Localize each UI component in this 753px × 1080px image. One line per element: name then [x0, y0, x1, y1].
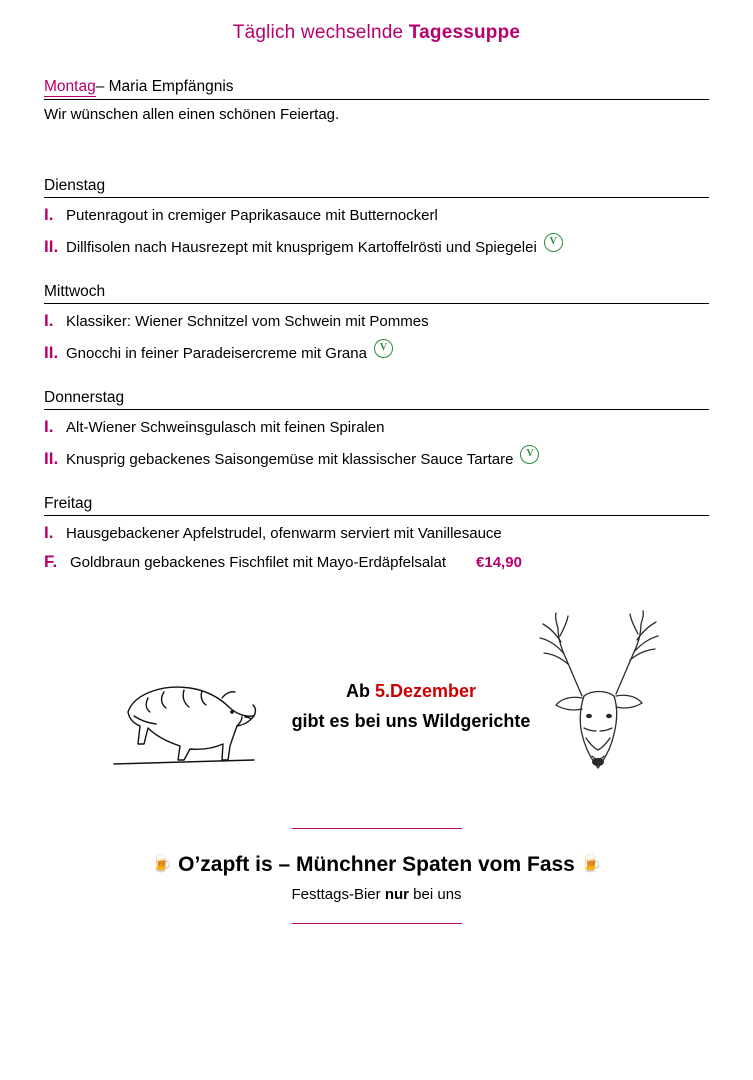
spacer — [44, 131, 709, 177]
day-name: Dienstag — [44, 177, 106, 194]
dish-row — [44, 522, 709, 545]
dish-row — [44, 310, 709, 333]
deer-head-icon — [534, 610, 664, 785]
spacer — [44, 477, 709, 495]
dish-number: II. — [44, 342, 59, 362]
day-name: Freitag — [44, 494, 93, 512]
dish-row — [44, 339, 709, 365]
day-block-dienstag — [44, 177, 709, 259]
promo-text — [276, 676, 546, 737]
dish-row — [44, 551, 709, 574]
vegetarian-icon — [374, 339, 393, 358]
day-suffix: – Maria Empfängnis — [95, 78, 234, 95]
day-block-freitag — [44, 495, 709, 574]
promo-section — [44, 620, 709, 810]
dish-row — [44, 416, 709, 439]
vegetarian-icon — [544, 233, 563, 252]
promo-line-1 — [276, 676, 546, 707]
spacer — [44, 371, 709, 389]
day-note: Wir wünschen allen einen schönen Feiertag. — [44, 106, 340, 123]
dish-number: I. — [44, 416, 54, 436]
dish-number: I. — [44, 205, 54, 224]
footer-section — [44, 828, 709, 924]
day-heading — [44, 177, 709, 198]
footer-subline — [44, 886, 709, 903]
dish-text: Gnocchi in feiner Paradeisercreme mit Grana — [66, 344, 367, 362]
footer-headline-text: O’zapft is – Münchner Spaten vom Fass — [178, 852, 575, 876]
day-block-mittwoch — [44, 283, 709, 365]
day-name: Mittwoch — [44, 282, 106, 300]
day-heading — [44, 389, 709, 410]
dish-text: Hausgebackener Apfelstrudel, ofenwarm serviert mit Vanillesauce — [66, 524, 502, 542]
dish-row — [44, 445, 709, 471]
divider-top — [292, 828, 462, 829]
dish-row — [44, 233, 709, 259]
page-title-prefix: Täglich wechselnde — [232, 22, 409, 43]
dish-row — [44, 204, 709, 227]
footer-headline — [44, 851, 709, 878]
spacer — [44, 265, 709, 283]
day-heading — [44, 283, 709, 304]
footer-sub-bold: nur — [384, 885, 409, 903]
dish-number: II. — [44, 236, 59, 256]
dish-number: I. — [44, 310, 54, 330]
promo-date: 5.Dezember — [374, 680, 477, 701]
wild-boar-icon — [104, 668, 264, 778]
dish-text: Klassiker: Wiener Schnitzel vom Schwein mit Pommes — [66, 312, 429, 330]
beer-fan-icon-left: 🍺 — [151, 853, 173, 873]
day-heading — [44, 495, 709, 516]
promo-line-2: gibt es bei uns Wildgerichte — [291, 711, 531, 732]
dish-text: Goldbraun gebackenes Fischfilet mit Mayo-Erdäpfelsalat — [70, 553, 447, 571]
day-block-montag — [44, 78, 709, 125]
day-name: Donnerstag — [44, 388, 125, 406]
divider-bottom — [292, 923, 462, 924]
dish-text: Knusprig gebackenes Saisongemüse mit klassischer Sauce Tartare — [66, 450, 514, 468]
dish-text: Dillfisolen nach Hausrezept mit knusprigem Kartoffelrösti und Spiegelei — [66, 238, 537, 256]
dish-number: I. — [44, 522, 54, 542]
page-title — [44, 22, 709, 44]
page-title-highlight: Tagessuppe — [408, 22, 521, 43]
day-heading — [44, 78, 709, 100]
vegetarian-icon — [520, 445, 539, 464]
dish-text: Alt-Wiener Schweinsgulasch mit feinen Spiralen — [66, 418, 385, 436]
footer-sub-suffix: bei uns — [409, 885, 462, 903]
promo-line-1-prefix: Ab — [345, 680, 375, 701]
dish-price: €14,90 — [476, 553, 522, 571]
dish-text: Putenragout in cremiger Paprikasauce mit Butternockerl — [66, 207, 438, 224]
footer-sub-prefix: Festtags-Bier — [291, 885, 385, 903]
day-name: Montag — [44, 78, 96, 95]
dish-number: F. — [44, 551, 58, 571]
dish-number: II. — [44, 448, 59, 468]
beer-fan-icon-right: 🍺 — [580, 853, 602, 873]
day-block-donnerstag — [44, 389, 709, 471]
